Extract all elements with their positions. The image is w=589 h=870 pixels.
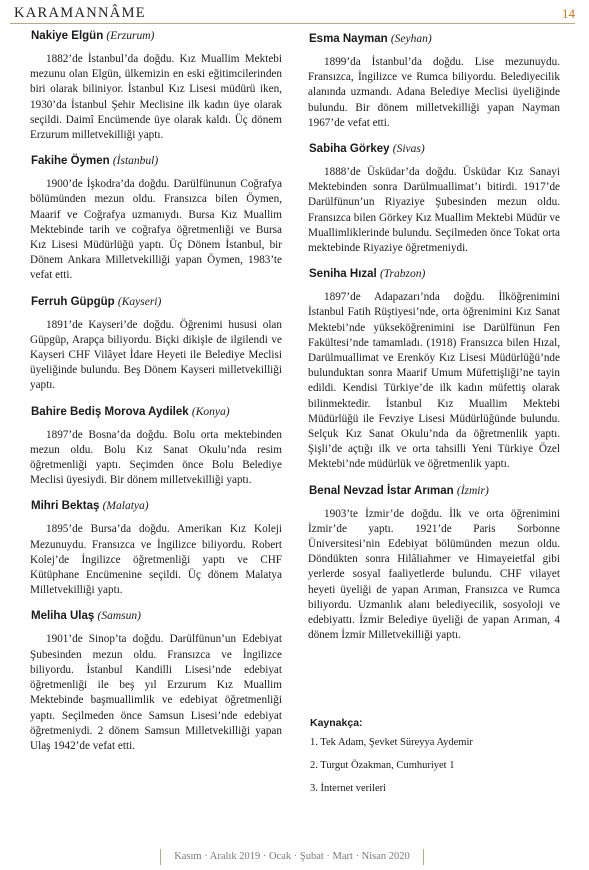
- entry-city: (Trabzon): [379, 268, 426, 281]
- entry-city: (Samsun): [97, 610, 141, 623]
- entry-name: Nakiye Elgün: [31, 30, 104, 42]
- entry-text: 1901’de Sinop’ta doğdu. Darülfünun’un Edebiyat Şubesinden mezun oldu. Fransızca ve İngilizce biliyordu. İstanbul Kandilli Lisesi’nde edebiyat öğretmenliği ile beş yıl Erzurum Kız Muallim Mektebinde başmuallimlik ve edebiyat öğretmenliği yaptı. Seçilmeden önce Samsun Lisesi’nde edebiyat öğretmeniydi. 2 dönem Samsun Milletvekilliği yapan Ulaş 1942’de vefat etti.: [30, 633, 282, 752]
- entry-name: Fakihe Öymen: [31, 155, 110, 168]
- entry-name: Meliha Ulaş: [31, 610, 95, 623]
- entry-city: (Malatya): [102, 500, 149, 513]
- entry-fakihe-oymen: [28, 155, 284, 283]
- entry-bahire-aydilek: [28, 406, 284, 489]
- entry-text: 1891’de Kayseri’de doğdu. Öğrenimi hususi olan Güpgüp, Arapça biliyordu. Biçki dikişle de ilgilendi ve Kayseri CHF Vilâyet İdare Heyeti ile Belediye Meclisi üyeliğinde bulundu. Beş Dönem Kayseri milletvekilliği yaptı.: [30, 318, 282, 392]
- entry-text: 1903’te İzmir’de doğdu. İlk ve orta öğrenimini İzmir’de yaptı. 1921’de Paris Sorbonne Üniversitesi’nin Edebiyat bölümünden mezun oldu. Döndükten sonra Hilâliahmer ve Himayeietfal gibi yerlerde sosyal faaliyetlerde bulundu. CHF vilayet heyeti üyeliği de yapan Arıman, Fransızca ve Rumca biliyordu. Uzmanlık alanı belediyecilik, sosyoloji ve edebiyattı. İzmir Belediye üyeliği de yapan Arıman, 4 dönem İzmir Milletvekilliği yaptı.: [308, 507, 560, 642]
- entry-city: (Konya): [191, 405, 230, 418]
- entry-name: Sabiha Görkey: [309, 143, 390, 156]
- entry-name: Bahire Bediş Morova Aydilek: [31, 405, 189, 418]
- entry-esma-nayman: [306, 33, 562, 131]
- right-column: [306, 33, 562, 656]
- left-column: [28, 30, 284, 766]
- entry-meliha-ulas: [28, 610, 284, 754]
- reference-item: 1. Tek Adam, Şevket Süreyya Aydemir: [310, 737, 473, 748]
- references-title: Kaynakça:: [310, 717, 363, 729]
- entry-city: (Sivas): [392, 143, 425, 156]
- entry-text: 1897’de Bosna’da doğdu. Bolu orta mektebinden mezun oldu. Bolu Kız Sanat Okulu’nda resim öğretmenliği yaptı. Seçimden önce Bolu Belediye Meclisi üyesiydi. Bir dönem milletvekilliği yaptı.: [30, 428, 282, 487]
- entry-name: Mihri Bektaş: [31, 500, 100, 513]
- entry-city: (Erzurum): [106, 30, 155, 42]
- page-footer: [160, 849, 424, 865]
- entry-city: (Seyhan): [390, 33, 432, 45]
- entry-benal-ariman: [306, 485, 562, 644]
- entry-city: (Kayseri): [117, 295, 162, 308]
- entry-seniha-hizal: [306, 268, 562, 472]
- entry-text: 1888’de Üsküdar’da doğdu. Üsküdar Kız Sanayi Mektebinden sonra Darülmuallimat’ı bitirdi. 1917’de Darülfünun’un Riyaziye Şubesinden mezun oldu. Fransızca bilen Görkey Kız Muallim Mektebi Müdür ve Muallimliklerinde bulundu. Seçilmeden önce Tokat orta mektebinde Riyaziye öğretmeniydi.: [308, 166, 560, 255]
- entry-text: 1895’de Bursa’da doğdu. Amerikan Kız Koleji Mezunuydu. Fransızca ve İngilizce biliyordu. Robert Kolej’de İngilizce öğretmenliği yaptı ve CHF Kütüphane Encümenine seçildi. Üç dönem Malatya Milletvekilliği yaptı.: [30, 523, 282, 597]
- entry-city: (İstanbul): [112, 155, 159, 168]
- page-number: 14: [562, 6, 575, 21]
- entry-name: Esma Nayman: [309, 33, 388, 45]
- journal-title: KARAMANNÂME: [14, 5, 146, 21]
- entry-name: Benal Nevzad İstar Arıman: [309, 484, 454, 497]
- issue-dates: Kasım · Aralık 2019 · Ocak · Şubat · Mart · Nisan 2020: [174, 851, 410, 862]
- page-header: [10, 3, 575, 24]
- reference-item: 2. Turgut Özakman, Cumhuriyet 1: [310, 760, 455, 771]
- entry-mihri-bektas: [28, 500, 284, 598]
- entry-sabiha-gorkey: [306, 143, 562, 256]
- entry-text: 1900’de İşkodra’da doğdu. Darülfünunun Coğrafya bölümünden mezun oldu. Fransızca bilen Öymen, Maarif ve Coğrafya uzmanıydı. Bursa Kız Muallim Mektebinde tarih ve coğrafya öğretmenliği ve Bursa Kız Lisesi Müdürlüğü yaptı. Üç Dönem İstanbul, bir Dönem Ankara Milletvekilliği yapan Öymen, 1983’te vefat etti.: [30, 178, 282, 282]
- entry-text: 1882’de İstanbul’da doğdu. Kız Muallim Mektebi mezunu olan Elgün, ülkemizin en eski eğitimcilerinden biri olarak biliniyor. İstanbul Kız Lisesi müdürü iken, 1930’da İstanbul Şehir Meclisine ilk kadın üye olarak seçildi. Daimî Encümende üye olarak kaldı. Üç dönem Erzurum milletvekilliği yaptı.: [30, 53, 282, 142]
- entry-city: (İzmir): [456, 484, 489, 497]
- entry-text: 1899’da İstanbul’da doğdu. Lise mezunuydu. Fransızca, İngilizce ve Rumca biliyordu. Belediyecilik alanında uzmandı. Adana Belediye Meclisi üyeliğinde bulundu. Bir dönem milletvekilliği yapan Nayman 1967’de vefat etti.: [308, 56, 560, 129]
- references: [306, 717, 562, 806]
- entry-text: 1897’de Adapazarı’nda doğdu. İlköğrenimini İstanbul Fatih Rüştiyesi’nde, orta öğrenimini Kız Sanat Mektebi’nde yükseköğrenimini ise Darülfünun Fen Fakültesi’nde tamamladı. (1918) Fransızca bilen Hızal, Darülmuallimat ve Erenköy Kız Lisesi Müdürlüğü’nde bulunduktan sonra Maarif Umum Müfettişliği’ne tayin edildi. Kendisi Türkiye’de ilk kadın müfettiş olarak bilinmektedir. İstanbul Kız Muallim Mektebi Müdürlüğü ile Fevziye Lisesi Müdürlüğünde bulundu. Selçuk Kız Sanat Okulu’nda da öğretmenlik yaptı. Şişli’de açtığı ilk ve orta tahsilli Yeni Türkiye Özel Mektebi’nde müdürlük ve öğretmenlik yaptı.: [308, 291, 560, 471]
- entry-ferruh-gupgup: [28, 296, 284, 394]
- entry-name: Ferruh Güpgüp: [31, 295, 115, 308]
- entry-name: Seniha Hızal: [309, 268, 377, 281]
- reference-item: 3. İnternet verileri: [310, 783, 387, 794]
- entry-nakiye-elgun: [28, 30, 284, 143]
